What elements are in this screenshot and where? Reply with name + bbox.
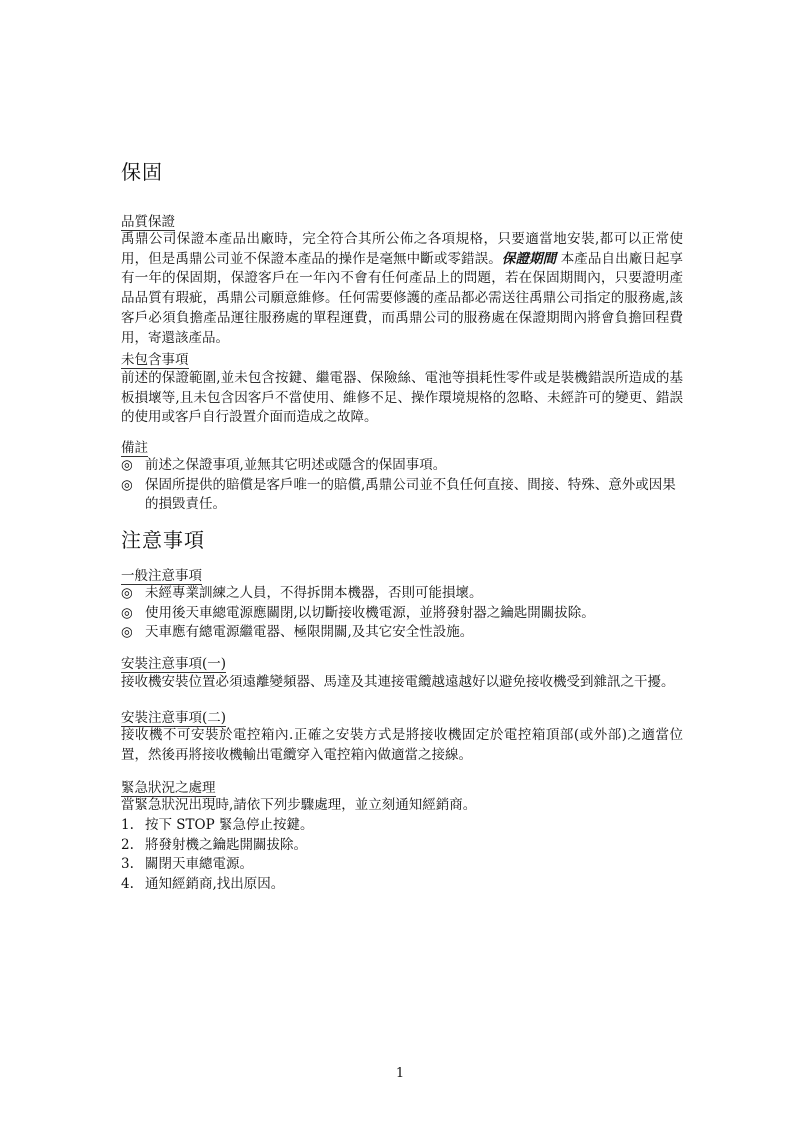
quality-text-after: 本產品自出廠日起享有一年的保固期，保證客戶在一年內不會有任何產品上的問題，若在保固期間內，只要證明產品品質有瑕疵，禹鼎公司願意維修。任何需要修護的產品都必需送往禹鼎公司指定的服務處,該客戶必須負擔產品運往服務處的單程運費，而禹鼎公司的服務處在保證期間內將會負擔回程費用，寄還該產品。 <box>121 250 684 346</box>
notes-heading: 備註 <box>121 440 148 456</box>
general-heading: 一般注意事項 <box>121 568 202 584</box>
list-item <box>121 836 683 856</box>
install2-paragraph: 接收機不可安裝於電控箱內.正確之安裝方式是將接收機固定於電控箱頂部(或外部)之適當位置，然後再將接收機輸出電纜穿入電控箱內做適當之接線。 <box>121 727 683 763</box>
precautions-title: 注意事項 <box>121 528 205 552</box>
bullet-icon: ◎ <box>121 624 133 641</box>
bullet-icon: ◎ <box>121 457 133 473</box>
general-item-text: 未經專業訓練之人員，不得拆開本機器，否則可能損壞。 <box>145 585 483 601</box>
quality-text-before: 禹鼎公司保證本產品出廠時，完全符合其所公佈之各項規格，只要適當地安裝,都可以正常使用，但是禹鼎公司並不保證本產品的操作是毫無中斷或零錯誤。 <box>121 231 683 267</box>
warranty-period-emphasis: 保證期間 <box>501 250 557 267</box>
page-number: 1 <box>395 1066 405 1081</box>
step-text: 將發射機之鑰匙開關拔除。 <box>145 836 307 853</box>
step-number: 2. <box>121 836 134 853</box>
bullet-icon: ◎ <box>121 476 133 493</box>
step-text: 通知經銷商,找出原因。 <box>145 876 285 893</box>
general-list <box>121 584 683 643</box>
emergency-intro: 當緊急狀況出現時,請依下列步驟處理，並立刻通知經銷商。 <box>121 797 477 813</box>
exclusions-heading: 未包含事項 <box>121 352 189 368</box>
exclusions-paragraph: 前述的保證範圍,並未包含按鍵、繼電器、保險絲、電池等損耗性零件或是裝機錯誤所造成的基板損壞等,且未包含因客戶不當使用、維修不足、操作環境規格的忽略、未經許可的變更、錯誤的使用或客戶自行設置介面而造成之故障。 <box>121 370 683 426</box>
emergency-steps <box>121 816 683 895</box>
list-item <box>121 816 683 836</box>
list-item <box>121 623 683 643</box>
list-item <box>121 476 683 515</box>
quality-paragraph <box>121 230 683 348</box>
quality-heading: 品質保證 <box>121 214 175 230</box>
bullet-icon: ◎ <box>121 585 133 601</box>
general-item-text: 天車應有總電源繼電器、極限開關,及其它安全性設施。 <box>145 624 474 641</box>
install1-heading: 安裝注意事項(一) <box>121 656 227 672</box>
list-item <box>121 584 683 604</box>
emergency-heading: 緊急狀況之處理 <box>121 780 216 796</box>
warranty-title: 保固 <box>121 160 163 184</box>
note-text: 保固所提供的賠償是客戶唯一的賠償,禹鼎公司並不負任何直接、間接、特殊、意外或因果的損毀責任。 <box>145 476 676 513</box>
list-item <box>121 855 683 875</box>
step-number: 4. <box>121 876 134 893</box>
list-item <box>121 875 683 895</box>
step-number: 1. <box>121 817 134 833</box>
list-item <box>121 456 683 476</box>
step-text: 按下 STOP 緊急停止按鍵。 <box>145 817 314 833</box>
step-number: 3. <box>121 856 134 873</box>
install2-heading: 安裝注意事項(二) <box>121 710 227 726</box>
step-text: 關閉天車總電源。 <box>145 856 253 873</box>
general-item-text: 使用後天車總電源應關閉,以切斷接收機電源，並將發射器之鑰匙開關拔除。 <box>145 604 595 621</box>
bullet-icon: ◎ <box>121 604 133 621</box>
note-text: 前述之保證事項,並無其它明述或隱含的保固事項。 <box>145 457 447 473</box>
install1-paragraph: 接收機安裝位置必須遠離變頻器、馬達及其連接電纜越遠越好以避免接收機受到雜訊之干擾。 <box>121 674 675 690</box>
list-item <box>121 604 683 624</box>
notes-list <box>121 456 683 515</box>
